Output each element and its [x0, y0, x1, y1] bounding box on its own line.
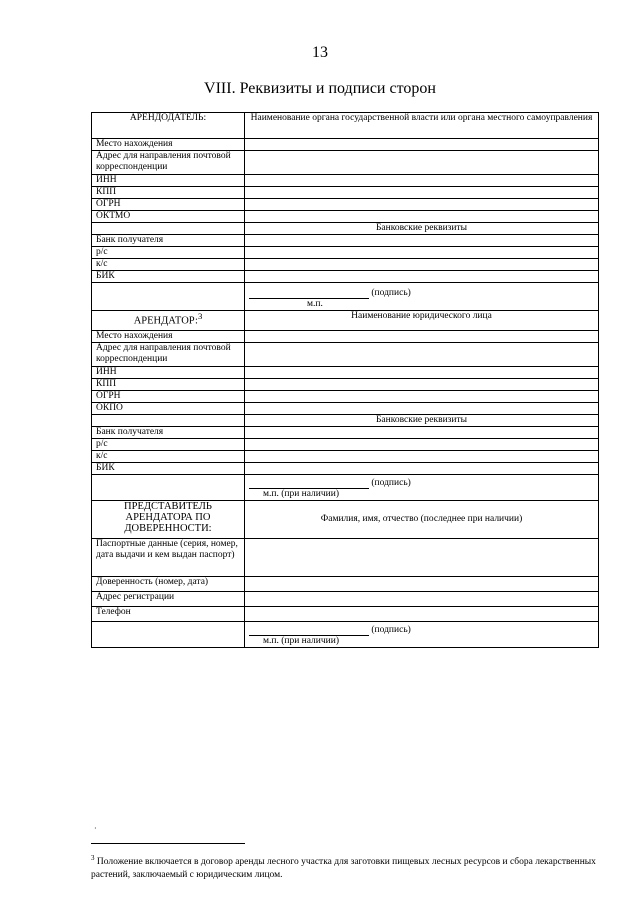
representative-name-header: Фамилия, имя, отчество (последнее при наличии)	[245, 501, 599, 539]
tenant-bank-row-label: БИК	[92, 463, 245, 475]
tenant-bank-row-value[interactable]	[245, 463, 599, 475]
tenant-row-label: ИНН	[92, 367, 245, 379]
signature-line[interactable]	[249, 479, 369, 489]
tenant-name-header: Наименование юридического лица	[245, 311, 599, 331]
tenant-row-value[interactable]	[245, 331, 599, 343]
landlord-row-label: Место нахождения	[92, 139, 245, 151]
landlord-row-value[interactable]	[245, 199, 599, 211]
representative-row-value[interactable]	[245, 607, 599, 622]
tenant-bank-row-value[interactable]	[245, 427, 599, 439]
signature-label: (подпись)	[371, 478, 411, 488]
footnote-separator	[91, 843, 245, 844]
signature-label: (подпись)	[371, 288, 411, 298]
landlord-bank-row-label: к/с	[92, 259, 245, 271]
landlord-row-label: ОКТМО	[92, 211, 245, 223]
landlord-row-value[interactable]	[245, 187, 599, 199]
requisites-table	[91, 112, 599, 648]
footnote	[91, 852, 601, 882]
footnote-text: Положение включается в договор аренды лесного участка для заготовки пищевых лесных ресурсов и сбора лекарственных растений, заключаемый с юридическим лицом.	[91, 857, 596, 881]
representative-row-label: Телефон	[92, 607, 245, 622]
landlord-header: АРЕНДОДАТЕЛЬ:	[92, 113, 245, 139]
landlord-bank-row-value[interactable]	[245, 247, 599, 259]
landlord-bank-row-label: БИК	[92, 271, 245, 283]
landlord-bank-header: Банковские реквизиты	[245, 223, 599, 235]
tenant-row-value[interactable]	[245, 391, 599, 403]
footnote-number: 3	[91, 854, 95, 862]
landlord-bank-row-label: р/с	[92, 247, 245, 259]
landlord-row-label: ОГРН	[92, 199, 245, 211]
tenant-row-label: ОГРН	[92, 391, 245, 403]
representative-row-value[interactable]	[245, 539, 599, 577]
landlord-name-header: Наименование органа государственной власти или органа местного самоуправления	[245, 113, 599, 139]
landlord-row-value[interactable]	[245, 175, 599, 187]
tenant-bank-row-label: к/с	[92, 451, 245, 463]
representative-row-label: Паспортные данные (серия, номер, дата выдачи и кем выдан паспорт)	[92, 539, 245, 577]
signature-line[interactable]	[249, 626, 369, 636]
tenant-bank-row-label: р/с	[92, 439, 245, 451]
landlord-signature-block	[245, 283, 599, 311]
footnote-mark: 3	[197, 311, 203, 321]
landlord-bank-row-label: Банк получателя	[92, 235, 245, 247]
tenant-header: АРЕНДАТОР:$^3$	[92, 311, 245, 331]
landlord-bank-row-value[interactable]	[245, 235, 599, 247]
tenant-bank-row-value[interactable]	[245, 451, 599, 463]
tenant-row-label: ОКПО	[92, 403, 245, 415]
tenant-row-value[interactable]	[245, 379, 599, 391]
representative-signature-block	[245, 622, 599, 648]
landlord-row-value[interactable]	[245, 211, 599, 223]
signature-line[interactable]	[249, 289, 369, 299]
tenant-bank-header: Банковские реквизиты	[245, 415, 599, 427]
tenant-bank-row-label: Банк получателя	[92, 427, 245, 439]
stamp-label: м.п. (при наличии)	[263, 489, 339, 499]
landlord-row-value[interactable]	[245, 139, 599, 151]
representative-row-value[interactable]	[245, 592, 599, 607]
signature-label: (подпись)	[371, 625, 411, 635]
tenant-row-label: Место нахождения	[92, 331, 245, 343]
landlord-row-label: ИНН	[92, 175, 245, 187]
tenant-row-value[interactable]	[245, 403, 599, 415]
landlord-row-value[interactable]	[245, 151, 599, 175]
representative-row-value[interactable]	[245, 577, 599, 592]
section-title: VIII. Реквизиты и подписи сторон	[204, 80, 436, 97]
landlord-row-label: КПП	[92, 187, 245, 199]
tenant-row-value[interactable]	[245, 367, 599, 379]
stray-mark: ·	[94, 824, 97, 833]
landlord-bank-row-value[interactable]	[245, 259, 599, 271]
tenant-bank-row-value[interactable]	[245, 439, 599, 451]
tenant-row-label: КПП	[92, 379, 245, 391]
representative-row-label: Доверенность (номер, дата)	[92, 577, 245, 592]
stamp-label: м.п.	[307, 299, 323, 309]
landlord-row-label: Адрес для направления почтовой корреспонденции	[92, 151, 245, 175]
representative-row-label: Адрес регистрации	[92, 592, 245, 607]
tenant-row-value[interactable]	[245, 343, 599, 367]
representative-header: ПРЕДСТАВИТЕЛЬ АРЕНДАТОРА ПО ДОВЕРЕННОСТИ:	[92, 501, 245, 539]
tenant-row-label: Адрес для направления почтовой корреспонденции	[92, 343, 245, 367]
page-number: 13	[312, 44, 328, 61]
tenant-signature-block	[245, 475, 599, 501]
stamp-label: м.п. (при наличии)	[263, 636, 339, 646]
landlord-bank-row-value[interactable]	[245, 271, 599, 283]
